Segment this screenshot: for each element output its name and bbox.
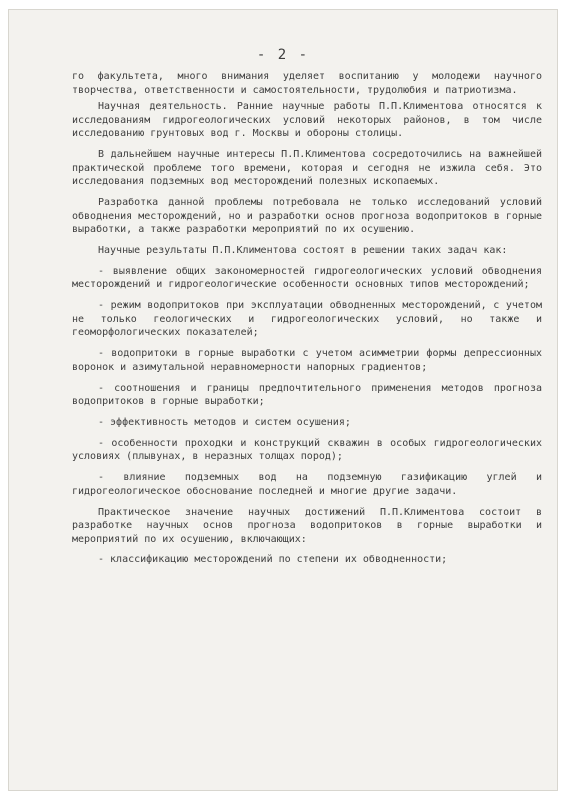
document-page (9, 10, 557, 790)
paragraph-problem-development: Разработка данной проблемы потребовала не только исследований условий обводнения месторождений, но и разработки основ прогноза водопритоков в горные выработки, а также разработки мероприятий по их осушению. (72, 197, 542, 236)
paragraph-scientific-activity: Научная деятельность. Ранние научные работы П.П.Климентова относятся к исследованиям гидрогеологических условий некоторых районов, в том числе исследованию грунтовых вод г. Москвы и обороны столицы. (72, 101, 542, 140)
document-body (72, 70, 542, 574)
page-number: - 2 - (256, 47, 310, 63)
list-item: - режим водопритоков при эксплуатации обводненных месторождений, с учетом не только геологических и гидрогеологических условий, но также и геоморфологических показателей; (72, 300, 542, 339)
paragraph-later-interests: В дальнейшем научные интересы П.П.Климентова сосредоточились на важнейшей практической проблеме того времени, которая и сегодня не изжила себя. Это исследования подземных вод месторождений полезных ископаемых. (72, 149, 542, 188)
list-item: - соотношения и границы предпочтительного применения методов прогноза водопритоков в горные выработки; (72, 382, 542, 408)
paragraph-results-intro: Научные результаты П.П.Климентова состоят в решении таких задач как: (98, 245, 508, 257)
paragraph-continuation: го факультета, много внимания уделяет воспитанию у молодежи научного творчества, ответственности и самостоятельности, трудолюбия и патриотизма. (72, 71, 542, 96)
list-item: - особенности проходки и конструкций скважин в особых гидрогеологических условиях (плывунах, в неразных толщах пород); (72, 437, 542, 463)
list-item: - классификацию месторождений по степени их обводненности; (98, 554, 448, 566)
list-item: - влияние подземных вод на подземную газификацию углей и гидрогеологическое обоснование последней и многие другие задачи. (72, 472, 542, 497)
list-item: - водопритоки в горные выработки с учетом асимметрии формы депрессионных воронок и азимутальной неравномерности напорных градиентов; (72, 348, 542, 373)
list-item: - эффективность методов и систем осушения; (98, 416, 351, 428)
paragraph-practical-value: Практическое значение научных достижений П.П.Климентова состоит в разработке научных основ прогноза водопритоков в горные выработки и мероприятий по их осушению, включающих: (72, 506, 542, 545)
list-item: - выявление общих закономерностей гидрогеологических условий обводнения месторождений и гидрогеологические особенности основных типов месторождений; (72, 265, 542, 291)
